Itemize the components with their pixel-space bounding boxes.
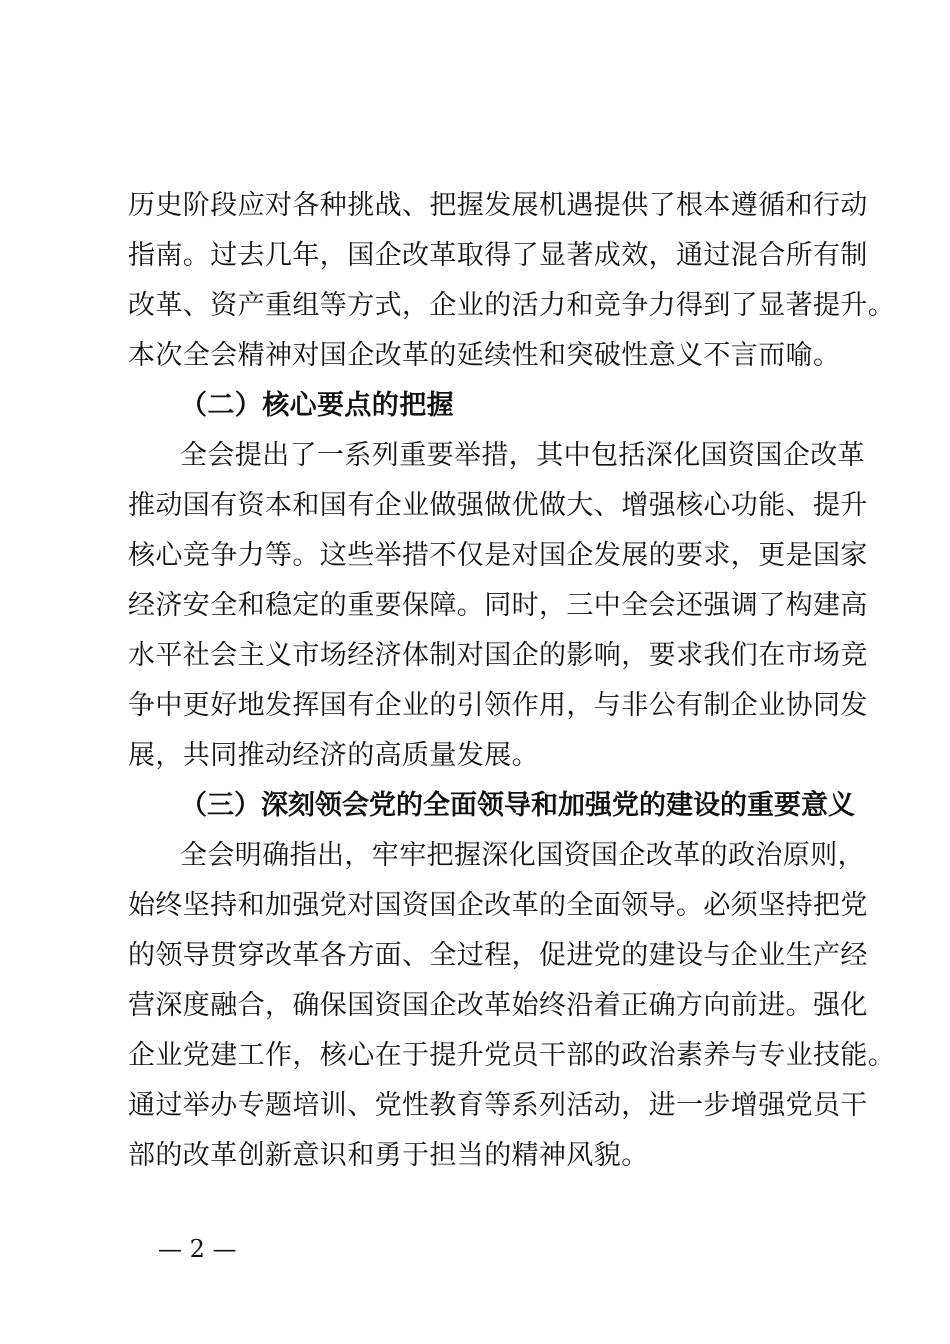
- paragraph-line: 改革、资产重组等方式，企业的活力和竞争力得到了显著提升。: [128, 290, 896, 321]
- paragraph-line: 展，共同推动经济的高质量发展。: [128, 740, 539, 771]
- paragraph-line: 核心竞争力等。这些举措不仅是对国企发展的要求，更是国家: [128, 540, 868, 571]
- paragraph-line: 营深度融合，确保国资国企改革始终沿着正确方向前进。强化: [128, 990, 868, 1021]
- paragraph-line: 水平社会主义市场经济体制对国企的影响，要求我们在市场竞: [128, 640, 868, 671]
- paragraph-line: 企业党建工作，核心在于提升党员干部的政治素养与专业技能。: [128, 1040, 896, 1071]
- paragraph-line: 指南。过去几年，国企改革取得了显著成效，通过混合所有制: [128, 240, 868, 271]
- paragraph-line: 经济安全和稳定的重要保障。同时，三中全会还强调了构建高: [128, 590, 868, 621]
- paragraph-line: 全会明确指出，牢牢把握深化国资国企改革的政治原则，: [180, 840, 865, 871]
- paragraph-line: 争中更好地发挥国有企业的引领作用，与非公有制企业协同发: [128, 690, 868, 721]
- paragraph-line: 历史阶段应对各种挑战、把握发展机遇提供了根本遵循和行动: [128, 190, 868, 221]
- section-heading-2: （二）核心要点的把握: [180, 390, 454, 421]
- paragraph-line: 部的改革创新意识和勇于担当的精神风貌。: [128, 1140, 649, 1171]
- paragraph-line: 本次全会精神对国企改革的延续性和突破性意义不言而喻。: [128, 340, 841, 371]
- paragraph-line: 全会提出了一系列重要举措，其中包括深化国资国企改革: [180, 440, 865, 471]
- paragraph-line: 始终坚持和加强党对国资国企改革的全面领导。必须坚持把党: [128, 890, 868, 921]
- paragraph-line: 推动国有资本和国有企业做强做优做大、增强核心功能、提升: [128, 490, 868, 521]
- paragraph-line: 的领导贯穿改革各方面、全过程，促进党的建设与企业生产经: [128, 940, 868, 971]
- section-heading-3: （三）深刻领会党的全面领导和加强党的建设的重要意义: [180, 790, 855, 821]
- paragraph-line: 通过举办专题培训、党性教育等系列活动，进一步增强党员干: [128, 1090, 868, 1121]
- page-number: — 2 —: [158, 1235, 237, 1263]
